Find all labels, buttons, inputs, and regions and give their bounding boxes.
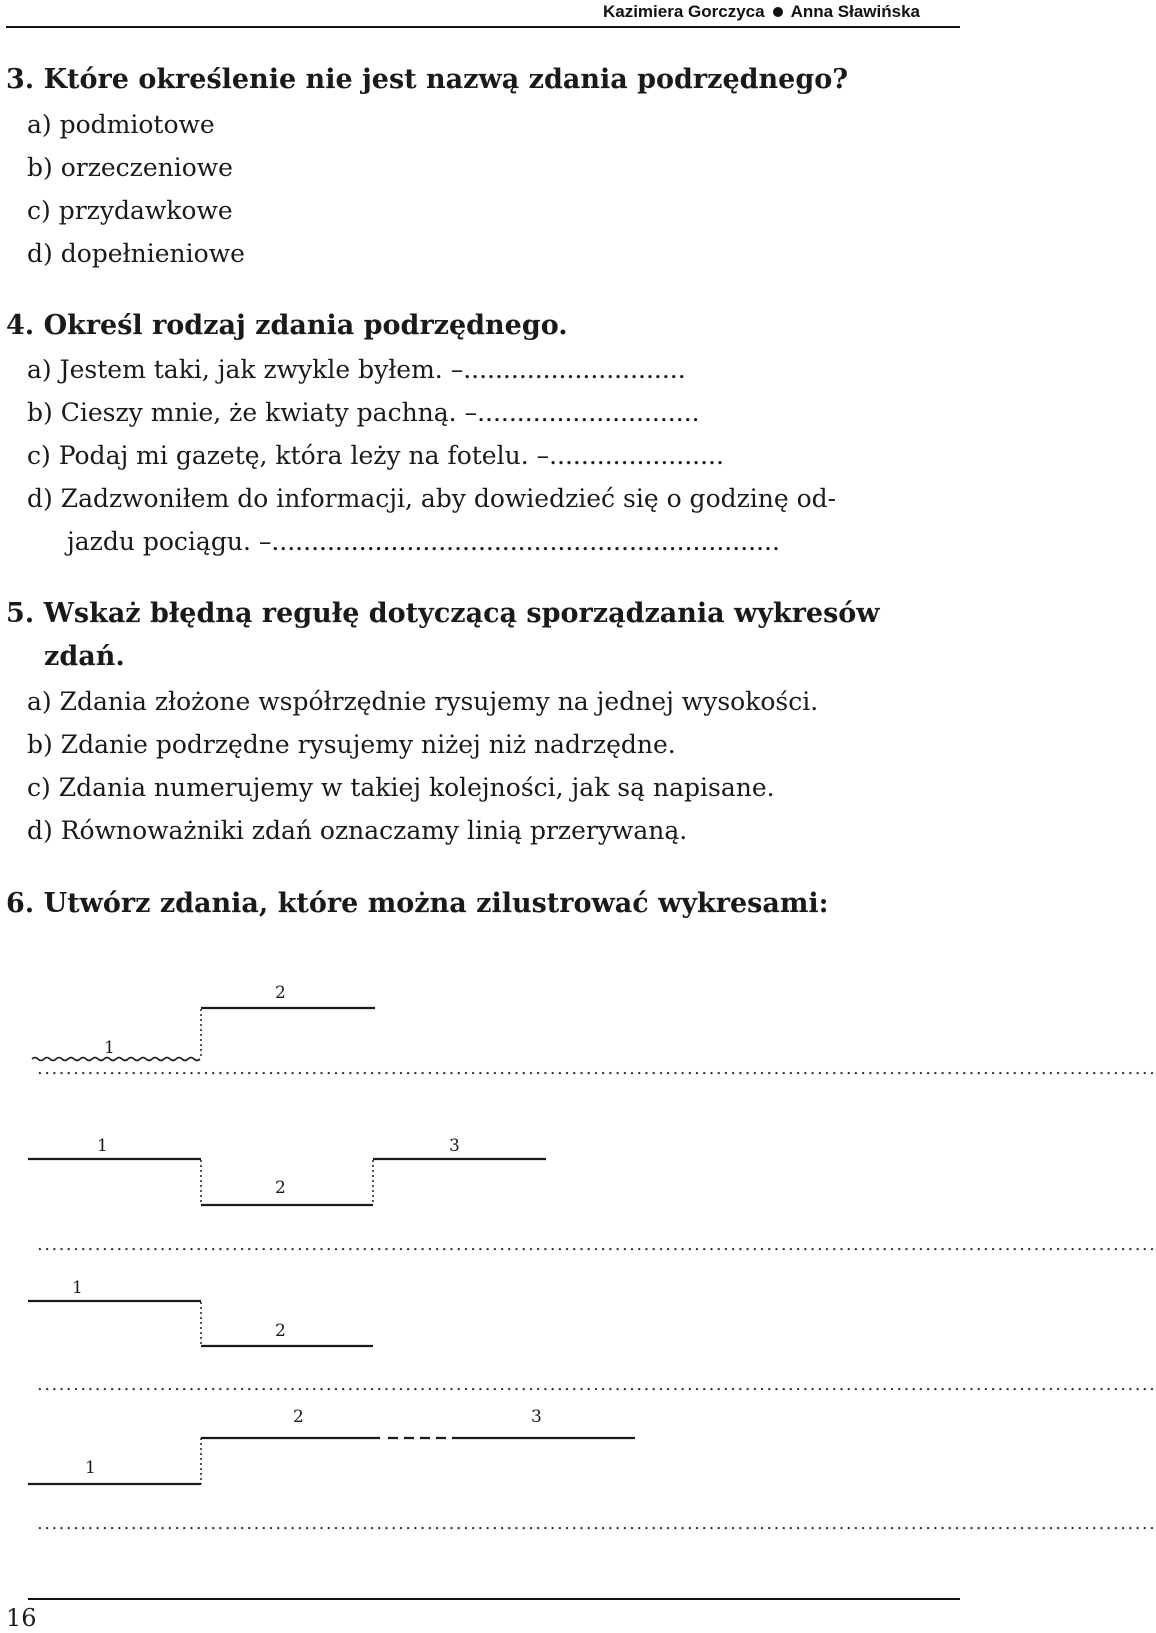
q3-option-d: d) dopełnieniowe bbox=[27, 239, 245, 268]
diagram-4-label-3: 3 bbox=[531, 1407, 542, 1427]
sentence-diagram-2 bbox=[0, 1125, 960, 1215]
q5-option-c: c) Zdania numerujemy w takiej kolejności, jak są napisane. bbox=[27, 773, 775, 802]
q4-item-d-line1: d) Zadzwoniłem do informacji, aby dowiedzieć się o godzinę od- bbox=[27, 484, 837, 513]
q4-item-c: c) Podaj mi gazetę, która leży na fotelu. –...................... bbox=[27, 441, 724, 470]
q5-option-d: d) Równoważniki zdań oznaczamy linią przerywaną. bbox=[27, 816, 688, 845]
question-5-title-line1: 5. Wskaż błędną regułę dotyczącą sporządzania wykresów bbox=[6, 598, 880, 629]
q3-option-c: c) przydawkowe bbox=[27, 196, 233, 225]
diagram-2-label-1: 1 bbox=[97, 1136, 108, 1156]
q4-item-a: a) Jestem taki, jak zwykle byłem. –............................ bbox=[27, 355, 686, 384]
answer-line-2: ........................................................................................................................................................... bbox=[37, 1234, 1156, 1255]
header-rule bbox=[6, 26, 960, 28]
sentence-diagram-3 bbox=[0, 1265, 960, 1355]
header-authors bbox=[603, 2, 920, 22]
question-5-title-line2: zdań. bbox=[44, 641, 125, 672]
sentence-diagram-4 bbox=[0, 1405, 960, 1495]
diagram-1-label-1: 1 bbox=[104, 1038, 115, 1058]
diagram-4-label-1: 1 bbox=[85, 1458, 96, 1478]
answer-line-4: ........................................................................................................................................................... bbox=[37, 1513, 1156, 1534]
diagram-3-label-1: 1 bbox=[72, 1278, 83, 1298]
q3-option-a: a) podmiotowe bbox=[27, 110, 215, 139]
bullet-separator bbox=[773, 7, 783, 17]
q4-item-d-line2: jazdu pociągu. –................................................................ bbox=[67, 527, 780, 556]
page-header bbox=[0, 0, 960, 32]
page-number: 16 bbox=[6, 1604, 37, 1632]
footer-rule bbox=[28, 1598, 960, 1600]
answer-line-3: ........................................................................................................................................................... bbox=[37, 1374, 1156, 1395]
q5-option-b: b) Zdanie podrzędne rysujemy niżej niż nadrzędne. bbox=[27, 730, 676, 759]
diagram-2-label-2: 2 bbox=[275, 1178, 286, 1198]
question-3-title: 3. Które określenie nie jest nazwą zdania podrzędnego? bbox=[6, 64, 849, 95]
header-author-1: Kazimiera Gorczyca bbox=[602, 2, 765, 21]
diagram-1-label-2: 2 bbox=[275, 983, 286, 1003]
header-author-2: Anna Sławińska bbox=[790, 2, 920, 21]
q4-item-b: b) Cieszy mnie, że kwiaty pachną. –............................ bbox=[27, 398, 700, 427]
diagram-2-label-3: 3 bbox=[449, 1136, 460, 1156]
answer-line-1: ........................................................................................................................................................... bbox=[37, 1058, 1156, 1079]
question-6-title: 6. Utwórz zdania, które można zilustrować wykresami: bbox=[6, 888, 829, 919]
q3-option-b: b) orzeczeniowe bbox=[27, 153, 233, 182]
sentence-diagram-1 bbox=[0, 935, 960, 1058]
q5-option-a: a) Zdania złożone współrzędnie rysujemy na jednej wysokości. bbox=[27, 687, 819, 716]
diagram-3-label-2: 2 bbox=[275, 1321, 286, 1341]
question-4-title: 4. Określ rodzaj zdania podrzędnego. bbox=[6, 310, 568, 341]
diagram-4-label-2: 2 bbox=[293, 1407, 304, 1427]
